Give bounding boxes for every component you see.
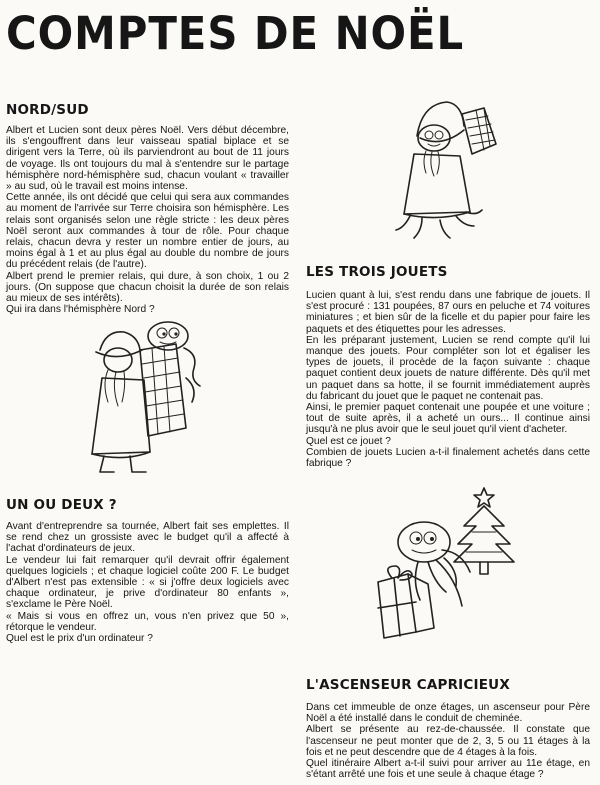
santa-octopus-basket-illustration: [392, 96, 512, 246]
paragraph: Qui ira dans l'hémisphère Nord ?: [6, 304, 155, 316]
paragraph: Avant d'entreprendre sa tournée, Albert fait ses emplettes. Il se rend chez un grossiste avec le budget qu'il a affecté à l'achat d'ordinateurs de jeux.: [6, 521, 289, 555]
page-title: COMPTES DE NOËL: [6, 7, 465, 60]
paragraph: Lucien quant à lui, s'est rendu dans une fabrique de jouets. Il s'est procuré : 131 poupées, 87 ours en peluche et 74 voitures miniatures ; et bien sûr de la ficelle et du papier pour faire les paquets et des étiquettes pour les adresses.: [306, 290, 590, 335]
section-un-ou-deux-text: [6, 521, 289, 644]
paragraph: Le vendeur lui fait remarquer qu'il devrait offrir également quelques logiciels ; et chaque logiciel coûte 200 F. Le budget d'Albert n'est pas extensible : « si j'offre deux logiciels avec chaque ordinateur, je prive d'ordinateur 80 enfants », s'exclame le Père Noël.: [6, 554, 289, 611]
heading-un-ou-deux: UN OU DEUX ?: [6, 497, 117, 513]
paragraph: Quel est le prix d'un ordinateur ?: [6, 633, 153, 645]
paragraph: Quel itinéraire Albert a-t-il suivi pour arriver au 11e étage, en s'étant arrêté une fois et une seule à chaque étage ?: [306, 758, 590, 781]
paragraph: Albert et Lucien sont deux pères Noël. Vers début décembre, ils s'engouffrent dans leur vaisseau spatial biplace et se dirigent vers la Terre, où ils parviendront au bout de 11 jours de voyage. Ils ont toujours du mal à s'entendre sur le partage hémisphère nord-hémisphère sud, chacun voulant « travailler » au sud, où le travail est moins intense.: [6, 125, 289, 193]
heading-les-trois-jouets: LES TROIS JOUETS: [306, 264, 448, 280]
paragraph: En les préparant justement, Lucien se rend compte qu'il lui manque des jouets. Pour compléter son lot et égaliser les types de jouets, il procède de la façon suivante : chaque paquet contient deux jouets de nature différente. Dès qu'il met un paquet dans sa hotte, il se fournit immédiatement auprès du fabricant du jouet que le paquet ne contenait pas.: [306, 334, 590, 402]
paragraph: « Mais si vous en offrez un, vous n'en privez que 50 », rétorque le vendeur.: [6, 610, 289, 633]
paragraph: Dans cet immeuble de onze étages, un ascenseur pour Père Noël a été installé dans le conduit de cheminée.: [306, 702, 590, 725]
section-trois-jouets-text: [306, 290, 590, 469]
heading-ascenseur-capricieux: L'ASCENSEUR CAPRICIEUX: [306, 677, 510, 693]
santa-octopus-hotte-illustration: [86, 318, 206, 478]
paragraph: Albert se présente au rez-de-chaussée. Il constate que l'ascenseur ne peut monter que de 2, 3, 5 ou 11 étages à la fois et ne peut descendre que de 4 étages à la fois.: [306, 724, 590, 758]
paragraph: Quel est ce jouet ?: [306, 435, 391, 447]
octopus-tree-gift-illustration: [372, 482, 532, 644]
paragraph: Albert prend le premier relais, qui dure, à son choix, 1 ou 2 jours. (On suppose que chacun choisit la durée de son relais au mieux de ses intérêts).: [6, 270, 289, 305]
heading-nord-sud: NORD/SUD: [6, 102, 89, 118]
paragraph: Ainsi, le premier paquet contenait une poupée et une voiture ; tout de suite après, il a acheté un ours... Il continue ainsi jusqu'à ne plus avoir que le seul jouet qu'il vient d'acheter.: [306, 402, 590, 436]
section-nord-sud-text: [6, 125, 289, 315]
paragraph: Combien de jouets Lucien a-t-il finalement achetés dans cette fabrique ?: [306, 446, 590, 470]
paragraph: Cette année, ils ont décidé que celui qui sera aux commandes au moment de l'arrivée sur Terre choisira son hémisphère. Les relais sont organisés selon une règle stricte : les deux pères Noël seront aux commandes à tour de rôle. Pour chaque relais, chacun devra y rester un nombre entier de jours, au moins égal à 1 et au plus égal au double du nombre de jours du précédent relais (de l'autre).: [6, 192, 289, 271]
section-ascenseur-text: [306, 702, 590, 780]
